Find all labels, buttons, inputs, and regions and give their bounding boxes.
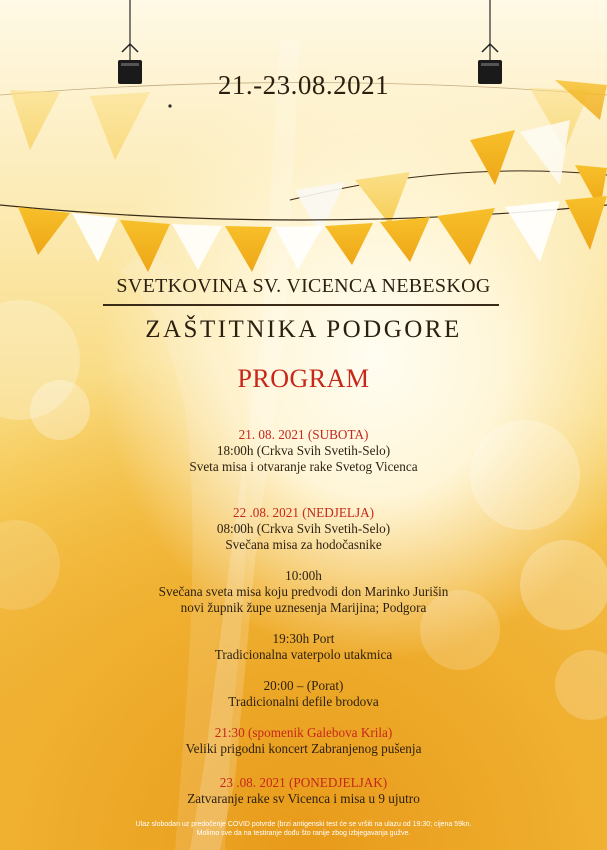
day2-event3: Tradicionalna vaterpolo utakmica [214, 647, 393, 662]
program-heading: PROGRAM [237, 364, 370, 393]
day1-event: Sveta misa i otvaranje rake Svetog Vicenca [189, 459, 418, 474]
day1-time: 18:00h (Crkva Svih Svetih-Selo) [216, 443, 391, 458]
day1-date: 21. 08. 2021 (SUBOTA) [238, 427, 369, 442]
day2-time5: 21:30 (spomenik Galebova Krila) [214, 725, 393, 740]
event-title-line2: ZAŠTITNIKA PODGORE [145, 316, 462, 343]
day2-date: 22 .08. 2021 (NEDJELJA) [232, 505, 375, 520]
day2-event4: Tradicionalni defile brodova [228, 694, 379, 709]
day3-event: Zatvaranje rake sv Vicenca i misa u 9 ujutro [187, 791, 420, 806]
day2-event2b: novi župnik župe uznesenja Marijina; Podgora [180, 600, 427, 615]
day2-time3: 19:30h Port [272, 631, 335, 646]
day2-event2a: Svečana sveta misa koju predvodi don Marinko Jurišin [158, 584, 449, 599]
day3-date: 23 .08. 2021 (PONEDJELJAK) [219, 775, 388, 790]
day2-time2: 10:00h [285, 568, 322, 583]
day2-time1: 08:00h (Crkva Svih Svetih-Selo) [216, 521, 391, 536]
covid-notice-line2: Molimo sve da na testiranje dođu što ranije zbog izbjegavanja gužve. [196, 830, 411, 837]
day2-event1: Svečana misa za hodočasnike [225, 537, 382, 552]
day2-time4: 20:00 – (Porat) [263, 678, 344, 693]
covid-notice-line1: Ulaz slobodan uz predočenje COVID potvrde (brzi antigenski test će se vršiti na ulazu od 19:30; cijena 59kn. [135, 821, 472, 828]
event-date: 21.-23.08.2021 [217, 70, 390, 100]
event-title-line1: SVETKOVINA SV. VICENCA NEBESKOG [116, 275, 491, 297]
title-divider [103, 304, 499, 306]
day2-event5: Veliki prigodni koncert Zabranjenog pušenja [185, 741, 422, 756]
